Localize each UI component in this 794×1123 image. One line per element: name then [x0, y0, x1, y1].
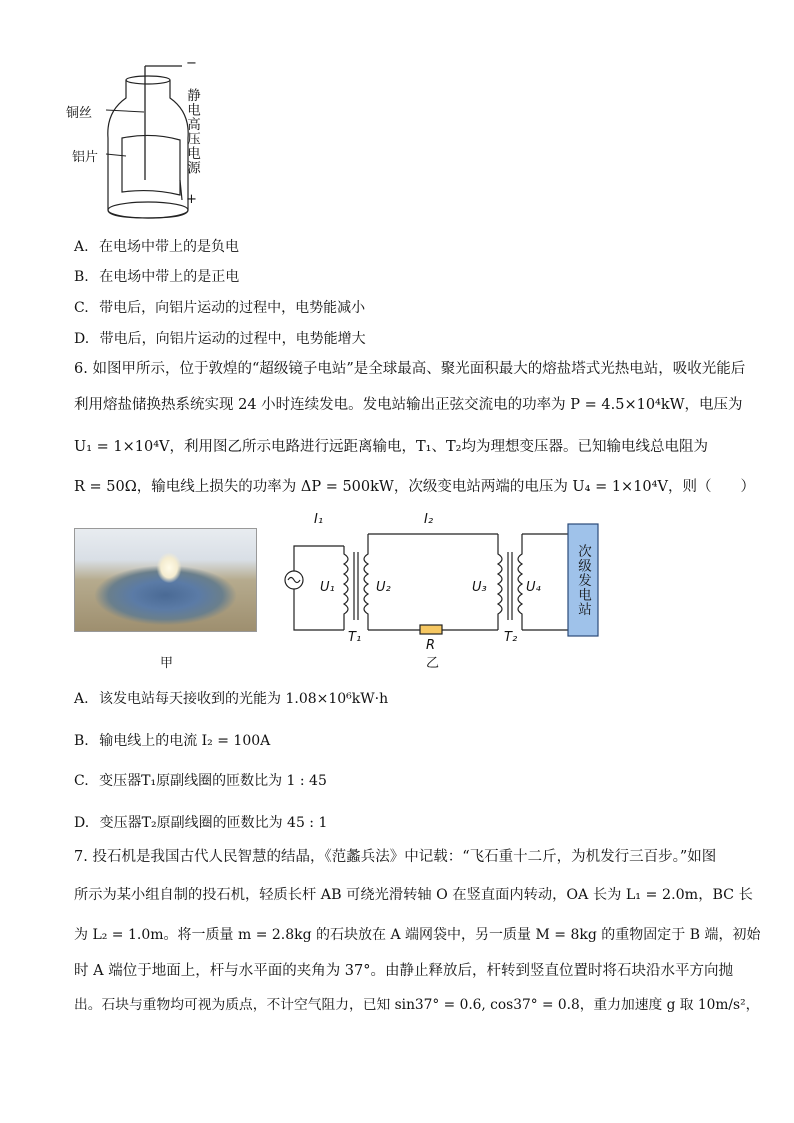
- label-U1: U₁: [320, 580, 335, 595]
- positive-terminal-label: +: [186, 192, 197, 207]
- copper-wire-label: 铜丝: [66, 106, 93, 121]
- option-letter: D.: [74, 331, 90, 347]
- label-U2: U₂: [376, 580, 391, 595]
- figure-electrostatic-bottle: [66, 56, 220, 230]
- q6-line-3: U₁ = 1×10⁴V，利用图乙所示电路进行远距离输电，T₁、T₂均为理想变压器。已知输电线总电阻为: [74, 439, 708, 455]
- figure-caption-b: 乙: [426, 656, 440, 671]
- label-I1: I₁: [314, 512, 324, 527]
- option-text: 带电后，向铝片运动的过程中，电势能减小: [99, 300, 366, 316]
- option-letter: A.: [74, 691, 89, 707]
- power-source-label: 静电高压电源: [184, 88, 200, 175]
- label-U4: U₄: [526, 580, 541, 595]
- q5-option-c[interactable]: [74, 297, 365, 317]
- q6-option-b[interactable]: [74, 730, 270, 750]
- q5-option-d[interactable]: [74, 328, 366, 348]
- option-letter: C.: [74, 773, 89, 789]
- label-T1: T₁: [348, 630, 362, 645]
- negative-terminal-label: −: [186, 56, 197, 71]
- option-text: 输电线上的电流 I₂ = 100A: [99, 733, 271, 749]
- figure-caption-a: 甲: [160, 656, 174, 671]
- q6-line-4: R = 50Ω，输电线上损失的功率为 ΔP = 500kW，次级变电站两端的电压为 U₄ = 1×10⁴V，则（ ）: [74, 479, 755, 495]
- option-text: 带电后，向铝片运动的过程中，电势能增大: [99, 331, 366, 347]
- label-I2: I₂: [424, 512, 434, 527]
- option-letter: A.: [74, 239, 89, 255]
- option-letter: C.: [74, 300, 89, 316]
- q5-option-a[interactable]: [74, 236, 239, 256]
- label-U3: U₃: [472, 580, 487, 595]
- option-text: 变压器T₂原副线圈的匝数比为 45 : 1: [99, 815, 328, 831]
- option-text: 在电场中带上的是正电: [99, 269, 240, 285]
- q7-line-3: 为 L₂ = 1.0m。将一质量 m = 2.8kg 的石块放在 A 端网袋中，另一质量 M = 8kg 的重物固定于 B 端，初始: [74, 927, 761, 943]
- q7-line-4: 时 A 端位于地面上，杆与水平面的夹角为 37°。由静止释放后，杆转到竖直位置时将石块沿水平方向抛: [74, 963, 733, 979]
- option-text: 变压器T₁原副线圈的匝数比为 1 : 45: [99, 773, 327, 789]
- q6-option-a[interactable]: [74, 688, 388, 708]
- q5-option-b[interactable]: [74, 266, 239, 286]
- q6-option-c[interactable]: [74, 770, 327, 790]
- transmission-circuit-diagram: [280, 508, 610, 658]
- option-letter: B.: [74, 733, 89, 749]
- substation-label: 次级发电站: [575, 544, 591, 617]
- q7-line-1: 7. 投石机是我国古代人民智慧的结晶，《范蠡兵法》中记载：“飞石重十二斤，为机发行三百步。”如图: [74, 849, 717, 865]
- q6-line-2: 利用熔盐储换热系统实现 24 小时连续发电。发电站输出正弦交流电的功率为 P = 4.5×10⁴kW，电压为: [74, 397, 743, 413]
- aluminum-foil-label: 铝片: [72, 150, 99, 165]
- q6-line-1: 6. 如图甲所示，位于敦煌的“超级镜子电站”是全球最高、聚光面积最大的熔盐塔式光热电站，吸收光能后: [74, 361, 746, 377]
- label-R: R: [426, 638, 436, 653]
- option-text: 在电场中带上的是负电: [99, 239, 240, 255]
- solar-plant-photo: [74, 528, 257, 632]
- option-letter: B.: [74, 269, 89, 285]
- q6-option-d[interactable]: [74, 812, 327, 832]
- option-text: 该发电站每天接收到的光能为 1.08×10⁶kW·h: [99, 691, 389, 707]
- q7-line-5: 出。石块与重物均可视为质点，不计空气阻力，已知 sin37° = 0.6, cos37° = 0.8，重力加速度 g 取 10m/s²，: [74, 997, 760, 1013]
- q7-line-2: 所示为某小组自制的投石机，轻质长杆 AB 可绕光滑转轴 O 在竖直面内转动，OA 长为 L₁ = 2.0m，BC 长: [74, 887, 753, 903]
- option-letter: D.: [74, 815, 90, 831]
- label-T2: T₂: [504, 630, 518, 645]
